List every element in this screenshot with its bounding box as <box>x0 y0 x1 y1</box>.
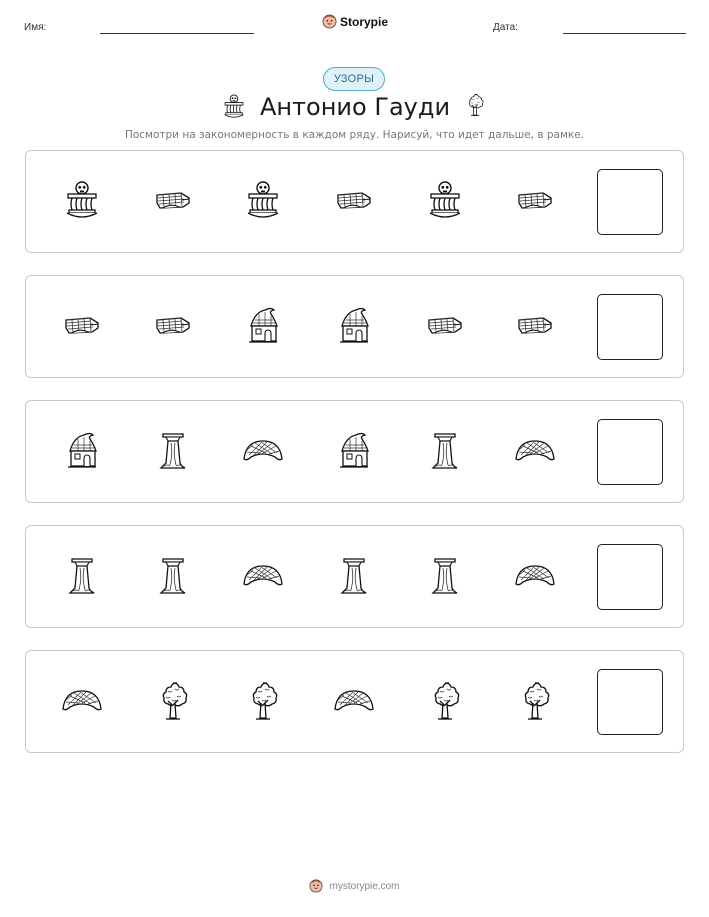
date-line[interactable] <box>563 33 686 34</box>
answer-box[interactable] <box>597 669 663 735</box>
answer-box[interactable] <box>597 419 663 485</box>
storypie-logo-icon <box>309 879 323 893</box>
page-title: Антонио Гауди <box>259 93 451 121</box>
bench-icon <box>332 179 376 223</box>
bench-icon <box>151 179 195 223</box>
tree-icon <box>423 679 467 723</box>
bench-icon <box>513 304 557 348</box>
bench-icon <box>423 304 467 348</box>
brand-logo <box>322 14 388 29</box>
bench-icon <box>151 304 195 348</box>
dome-icon <box>513 554 557 598</box>
date-label: Дата: <box>493 22 518 33</box>
balcony-icon <box>423 179 467 223</box>
pattern-row-3 <box>25 400 684 503</box>
house-icon <box>241 304 285 348</box>
brand-name: Storypie <box>340 14 389 29</box>
pattern-row-5 <box>25 650 684 753</box>
house-icon <box>332 304 376 348</box>
bench-icon <box>513 179 557 223</box>
column-icon <box>151 429 195 473</box>
pattern-row-2 <box>25 275 684 378</box>
dome-icon <box>332 679 376 723</box>
balcony-icon <box>241 179 285 223</box>
tree-icon <box>462 92 488 118</box>
dome-icon <box>513 429 557 473</box>
tree-icon <box>513 679 557 723</box>
column-icon <box>151 554 195 598</box>
bench-icon <box>60 304 104 348</box>
name-line[interactable] <box>100 33 254 34</box>
category-badge: УЗОРЫ <box>323 67 385 91</box>
dome-icon <box>241 554 285 598</box>
footer <box>0 879 709 893</box>
balcony-icon <box>60 179 104 223</box>
balcony-icon <box>220 93 248 121</box>
column-icon <box>332 554 376 598</box>
dome-icon <box>60 679 104 723</box>
storypie-logo-icon <box>322 14 337 29</box>
tree-icon <box>151 679 195 723</box>
footer-url: mystorypie.com <box>329 880 400 892</box>
tree-icon <box>241 679 285 723</box>
column-icon <box>60 554 104 598</box>
header <box>0 0 709 45</box>
house-icon <box>60 429 104 473</box>
pattern-row-1 <box>25 150 684 253</box>
column-icon <box>423 429 467 473</box>
dome-icon <box>241 429 285 473</box>
answer-box[interactable] <box>597 169 663 235</box>
instruction-text: Посмотри на закономерность в каждом ряду. Нарисуй, что идет дальше, в рамке. <box>124 129 585 141</box>
pattern-row-4 <box>25 525 684 628</box>
house-icon <box>332 429 376 473</box>
answer-box[interactable] <box>597 544 663 610</box>
column-icon <box>423 554 467 598</box>
answer-box[interactable] <box>597 294 663 360</box>
name-label: Имя: <box>24 22 47 33</box>
